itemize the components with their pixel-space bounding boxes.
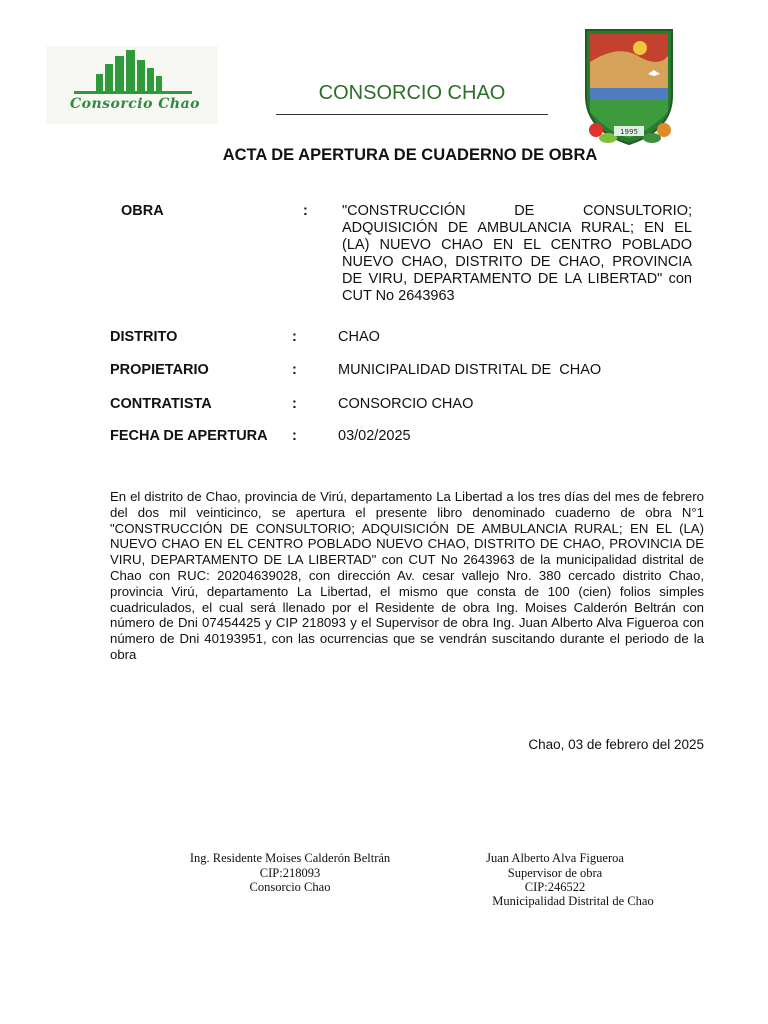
supervisor-name: Juan Alberto Alva Figueroa <box>486 851 624 865</box>
distrito-value: CHAO <box>338 329 380 345</box>
propietario-value: MUNICIPALIDAD DISTRITAL DE CHAO <box>338 362 602 378</box>
coat-of-arms-icon <box>578 26 680 148</box>
company-underline <box>276 114 548 115</box>
obra-label: OBRA <box>121 203 164 219</box>
fecha-value: 03/02/2025 <box>338 428 411 444</box>
supervisor-role: Supervisor de obra <box>507 865 603 880</box>
resident-cip: CIP:218093 <box>259 865 321 880</box>
propietario-separator: : <box>292 362 297 378</box>
logo-text: Consorcio Chao <box>69 96 201 112</box>
signature-supervisor <box>455 851 655 895</box>
obra-value: "CONSTRUCCIÓN DE CONSULTORIO; ADQUISICIÓN DE AMBULANCIA RURAL; EN EL (LA) NUEVO CHAO EN EL CENTRO POBLADO NUEVO CHAO, DISTRITO DE CHAO, PROVINCIA DE VIRU, DEPARTAMENTO DE LA LIBERTAD" con CUT No 2643963 <box>342 203 692 304</box>
obra-separator: : <box>303 203 308 219</box>
contratista-separator: : <box>292 396 297 412</box>
contratista-value: CONSORCIO CHAO <box>338 396 474 412</box>
fecha-separator: : <box>292 428 297 444</box>
crest-year: 1995 <box>620 128 638 136</box>
body-paragraph: En el distrito de Chao, provincia de Virú, departamento La Libertad a los tres días del mes de febrero del dos mil veinticinco, se apertura el presente libro denominado cuaderno de obra N°1 "CONSTRUCCIÓN DE CONSULTORIO; ADQUISICIÓN DE AMBULANCIA RURAL; EN EL (LA) NUEVO CHAO EN EL CENTRO POBLADO NUEVO CHAO, DISTRITO DE CHAO, PROVINCIA DE VIRU, DEPARTAMENTO DE LA LIBERTAD" con CUT No 2643963 de la municipalidad distrital de Chao con RUC: 20204639028, con dirección Av. cesar vallejo Nro. 380 cercado distrito Chao, provincia Virú, departamento La Libertad, el mismo que consta de 100 (cien) folios simples cuadriculados, el cual será llenado por el Residente de obra Ing. Moises Calderón Beltrán con número de Dni 07454425 y CIP 218093 y el Supervisor de obra Ing. Juan Alberto Alva Figueroa con número de Dni 40193951, con las ocurrencias que se vendrán suscitando durante el periodo de la obra <box>110 489 704 662</box>
supervisor-org: Municipalidad Distrital de Chao <box>492 894 654 908</box>
resident-name: Ing. Residente Moises Calderón Beltrán <box>189 851 391 865</box>
propietario-label: PROPIETARIO <box>110 362 209 378</box>
document-title: ACTA DE APERTURA DE CUADERNO DE OBRA <box>222 146 598 164</box>
place-date: Chao, 03 de febrero del 2025 <box>528 737 704 752</box>
buildings-icon <box>46 46 218 124</box>
supervisor-cip: CIP:246522 <box>524 880 586 894</box>
fecha-label: FECHA DE APERTURA <box>110 428 268 444</box>
company-name: CONSORCIO CHAO <box>318 82 506 104</box>
municipal-crest <box>578 26 680 148</box>
distrito-separator: : <box>292 329 297 345</box>
resident-org: Consorcio Chao <box>249 880 331 894</box>
distrito-label: DISTRITO <box>110 329 178 345</box>
consorcio-logo <box>46 46 218 124</box>
contratista-label: CONTRATISTA <box>110 396 212 412</box>
signature-resident <box>170 851 410 895</box>
